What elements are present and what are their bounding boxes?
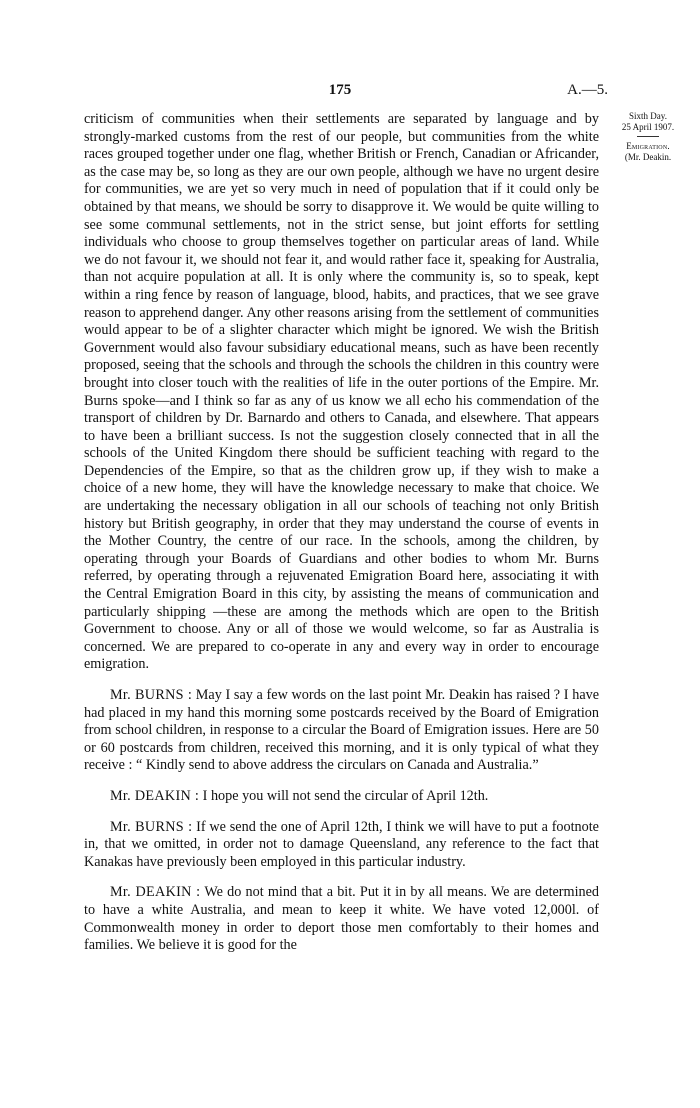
paragraph-4-speaker: Mr. BURNS :: [110, 818, 193, 835]
paragraph-3: [84, 788, 599, 806]
paragraph-3-speaker: Mr. DEAKIN :: [110, 787, 200, 804]
paragraph-1-text: criticism of communities when their settlements are separated by language and by strongly-marked customs from the rest of our people, but communities from the white races grouped together under one flag, whether British or French, Canadian or Africander, as the case may be, so long as they are our own people, although we have no urgent desire for communities, we are yet so very much in need of population that if it could only be obtained by that means, we should be sorry to disapprove it. We would be quite willing to see some communal settlements, not in the strict sense, but joint efforts for settling individuals who choose to group themselves together on particular areas of land. While we do not favour it, we should not fear it, and would rather face it, speaking for Australia, than not acquire population at all. It is only where the community is, so to speak, kept within a ring fence by reason of language, blood, habits, and practices, that we see grave reason to apprehend danger. Any other reasons arising from the settlement of communities would appear to be of a slighter character which might be ignored. We wish the British Government would also favour subsidiary educational means, such as have been recently proposed, seeing that the schools and through the schools the children in this country were brought into closer touch with the realities of life in the outer portions of the Empire. Mr. Burns spoke—and I think so far as any of us know we all echo his commendation of the transport of children by Dr. Barnardo and others to Canada, and elsewhere. That appears to have been a brilliant success. Is not the suggestion closely connected that in all the schools of the United Kingdom there should be sufficient teaching with regard to the Dependencies of the Empire, so that as the children grow up, if they wish to make a choice of a new home, they will have the knowledge necessary to make that choice. We are undertaking the necessary obligation in all our schools of teaching not only British history but British geography, in order that they may understand the course of events in the Mother Country, the centre of our race. In the schools, among the children, by operating through your Boards of Guardians and other bodies to whom Mr. Burns referred, by operating through a rejuvenated Emigration Board here, associating it with the Central Emigration Board in this city, by assisting the means of communication and particularly shipping —these are among the methods which are open to the British Government to choose. Any or all of those we would welcome, so far as Australia is concerned. We are prepared to co-operate in any and every way in order to encourage emigration.: [84, 111, 599, 673]
margin-note-subject: Emigration.: [626, 141, 670, 151]
margin-note: [610, 111, 686, 163]
paragraph-2: [84, 687, 599, 775]
paragraph-5: [84, 884, 599, 954]
paragraph-5-speaker: Mr. DEAKIN :: [110, 884, 201, 901]
paragraph-2-speaker: Mr. BURNS :: [110, 687, 193, 703]
paragraph-4: [84, 819, 599, 872]
paragraph-4-text: If we send the one of April 12th, I think we will have to put a footnote in, that we omitted, in order not to damage Queensland, any reference to the fact that Kanakas have previously been employed in this particular industry.: [84, 818, 599, 870]
margin-note-speaker: (Mr. Deakin.: [624, 152, 672, 162]
margin-note-date: 25 April 1907.: [621, 122, 675, 132]
paragraph-3-text: I hope you will not send the circular of April 12th.: [199, 787, 489, 804]
paragraph-2-text: May I say a few words on the last point Mr. Deakin has raised ? I have had placed in my hand this morning some postcards received by the Board of Emigration from school children, in response to a circular the Board of Emigration issues. Here are 50 or 60 postcards from children, received this morning, and it is only typical of what they receive : “ Kindly send to above address the circulars on Canada and Australia.”: [84, 687, 600, 774]
margin-note-day: Sixth Day.: [629, 111, 667, 121]
body-text: [84, 111, 599, 955]
margin-note-divider: [637, 136, 659, 137]
paragraph-1: [84, 111, 599, 674]
document-series-label: A.—5.: [567, 82, 608, 98]
paragraph-5-text: We do not mind that a bit. Put it in by all means. We are determined to have a white Australia, and mean to keep it white. We have voted 12,000l. of Commonwealth money in order to deport those men comfortably to their homes and families. We believe it is good for the: [84, 884, 599, 954]
page-number: 175: [328, 82, 352, 98]
